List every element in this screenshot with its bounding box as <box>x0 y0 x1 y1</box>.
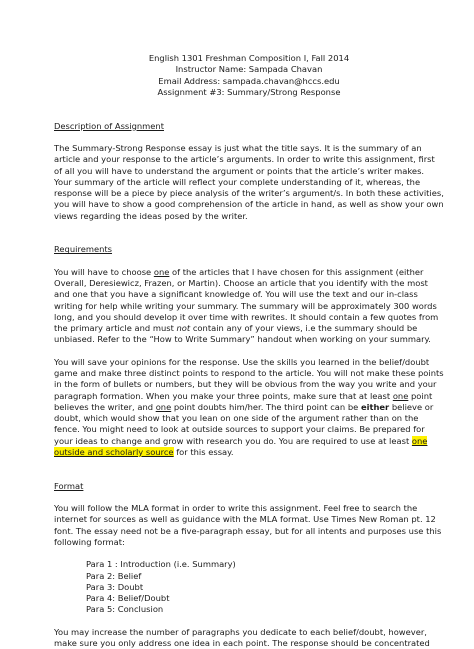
text-run: point believes the writer, and <box>54 390 433 412</box>
emphasis-bold: either <box>360 401 390 412</box>
description-paragraph: The Summary-Strong Response essay is just what the title says. It is the summary of an article and your response to the article’s arguments. In order to write this assignment, first of all you will have to understand the argument or points that the article’s writer makes. Your summary of the article will reflect your complete understanding of it, whereas, the response will be a piece by piece analysis of the writer’s argument/s. In both these activities, you will have to show a good comprehension of the article in hand, as well as show your own views regarding the ideas posed by the writer. <box>54 143 444 221</box>
document-header <box>54 53 444 98</box>
highlighted-requirement: one outside and scholarly source <box>54 435 428 457</box>
list-item: Para 1 : Introduction (i.e. Summary) <box>86 559 236 570</box>
text-run: believe or doubt, which would show that you lean on one side of the argument rather than on the fence. You might need to look at outside sources to support your claims. Be prepared for your ideas to change and grow with research you do. You are required to use at least <box>54 401 434 446</box>
list-item: Para 3: Doubt <box>86 581 144 592</box>
text-run: of the articles that I have chosen for this assignment (either Overall, Deresiewicz, Frazen, or Martin). Choose an article that you identify with the most and one that you have a significant knowledge of. You will use the text and our in-class writing for help while writing your summary. The summary will be approximately 300 words long, and you should develop it over time with rewrites. It should contain a few quotes from the primary article and must <box>54 266 439 333</box>
format-paragraph: You will follow the MLA format in order to write this assignment. Feel free to search the internet for sources as well as guidance with the MLA format. Use Times New Roman pt. 12 font. The essay need not be a five-paragraph essay, but for all intents and purposes use this following format: <box>54 503 442 547</box>
instructor-name: Instructor Name: Sampada Chavan <box>175 64 323 75</box>
closing-paragraph: You may increase the number of paragraphs you dedicate to each belief/doubt, however, make sure you only address one idea in each point. The response should be concentrated <box>54 626 430 648</box>
course-title: English 1301 Freshman Composition I, Fall 2014 <box>148 53 350 63</box>
emphasis-underline: one <box>392 390 409 401</box>
requirements-paragraph-2 <box>54 357 444 458</box>
emphasis-underline: one <box>153 266 170 277</box>
list-item: Para 5: Conclusion <box>86 604 164 615</box>
spacer <box>54 98 444 109</box>
text-run: You will save your opinions for the response. Use the skills you learned in the belief/doubt game and make three distinct points to respond to the article. You will not make these points in the form of bullets or numbers, but they will be obvious from the way you write and your paragraph formation. When you make your three points, make sure that at least <box>54 356 444 401</box>
text-run: point doubts him/her. The third point can be <box>171 401 361 412</box>
emphasis-underline: one <box>155 401 172 412</box>
list-item: Para 2: Belief <box>86 570 142 581</box>
requirements-paragraph-1 <box>54 267 444 346</box>
instructor-email: Email Address: sampada.chavan@hccs.edu <box>158 75 340 86</box>
text-run: for this essay. <box>173 446 234 457</box>
document-body <box>54 53 444 649</box>
format-outline-list <box>54 559 444 615</box>
requirements-heading: Requirements <box>54 244 113 255</box>
text-run: You will have to choose <box>54 266 154 277</box>
description-heading: Description of Assignment <box>54 120 164 131</box>
spacer <box>54 222 444 233</box>
assignment-title: Assignment #3: Summary/Strong Response <box>157 86 341 97</box>
format-heading: Format <box>54 480 84 491</box>
text-run: contain any of your views, i.e the summary should be unbiased. Refer to the “How to Write Summary” handout when working on your summary. <box>54 323 431 345</box>
spacer <box>54 458 444 469</box>
list-item: Para 4: Belief/Doubt <box>86 593 170 603</box>
emphasis-italic: not <box>176 323 191 333</box>
